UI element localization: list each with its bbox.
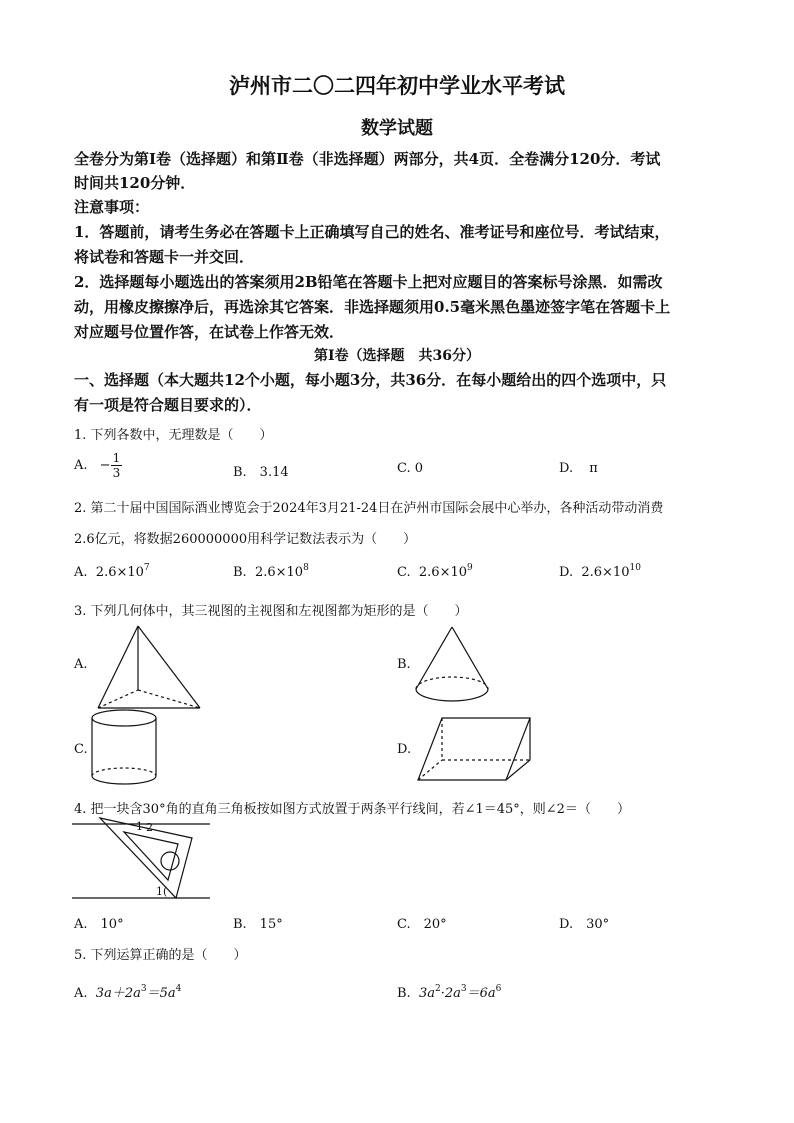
cone-edge-left (416, 627, 452, 689)
angle-label-1-top: 1 (136, 820, 143, 833)
q2-option-c (397, 565, 473, 580)
q3-option-a-label: A. (74, 657, 88, 672)
cylinder-top (92, 710, 156, 726)
q2-b-label: B. (233, 565, 247, 580)
prism-front-face (418, 718, 530, 780)
q1-a-label: A. (74, 458, 88, 473)
q1-d-label: D. (559, 461, 574, 476)
pyramid-edge-right (138, 626, 200, 708)
q3-option-c-label: C. (74, 742, 88, 757)
cone-edge-right (452, 627, 488, 689)
q2-a-base: 2.6×10 (95, 565, 144, 580)
q2-option-a (74, 565, 150, 580)
notice-2-line-3: 对应题号位置作答，在试卷上作答无效． (74, 323, 345, 341)
q2-a-exponent: 7 (143, 563, 150, 573)
angle-label-2: 2 (146, 821, 153, 834)
pyramid-edge-left (98, 626, 138, 708)
q2-c-base: 2.6×10 (418, 565, 467, 580)
q4-stem: 4. 把一块含30°角的直角三角板按如图方式放置于两条平行线间，若∠1＝45°，则∠2＝（ ） (74, 802, 630, 817)
cylinder-figure (90, 708, 158, 788)
pyramid-hidden-edge-left (98, 690, 138, 708)
q2-c-exponent: 9 (467, 563, 473, 573)
q1-stem: 1. 下列各数中，无理数是（ ） (74, 428, 273, 443)
notice-2-line-1: 2．选择题每小题选出的答案须用2B铅笔在答题卡上把对应题目的答案标号涂黑．如需改 (74, 273, 663, 291)
set-square-inner (124, 832, 178, 880)
q5-option-a (74, 982, 181, 1001)
intro-line-1: 全卷分为第Ⅰ卷（选择题）和第Ⅱ卷（非选择题）两部分，共4页．全卷满分120分．考试 (74, 150, 661, 168)
set-square-hole (161, 852, 179, 870)
q2-b-exponent: 8 (303, 563, 309, 573)
q1-d-value: π (589, 461, 598, 476)
cone-base-back (416, 677, 488, 689)
cylinder-base-front (92, 776, 156, 784)
q5-a-exp-1: 3 (140, 984, 147, 994)
q5-stem: 5. 下列运算正确的是（ ） (74, 948, 247, 963)
q5-b-exp-2: 3 (460, 984, 467, 994)
notice-1-line-2: 将试卷和答题卡一并交回． (74, 248, 255, 266)
q2-a-label: A. (74, 565, 88, 580)
part-line-2: 有一项是符合题目要求的）． (74, 396, 262, 414)
section-heading: 第Ⅰ卷（选择题 共36分） (313, 348, 481, 364)
q5-b-exp-3: 6 (495, 984, 502, 994)
part-line-1: 一、选择题（本大题共12个小题，每小题3分，共36分．在每小题给出的四个选项中，只 (74, 371, 667, 389)
q3-stem: 3. 下列几何体中，其三视图的主视图和左视图都为矩形的是（ ） (74, 604, 468, 619)
notice-2-line-2: 动，用橡皮擦擦净后，再选涂其它答案．非选择题须用0.5毫米黑色墨迹签字笔在答题卡上 (74, 298, 671, 316)
cylinder-base-back (92, 768, 156, 776)
q4-option-a: A. 10° (74, 917, 124, 932)
exam-subtitle: 数学试题 (361, 118, 433, 139)
q2-stem-line-2: 2.6亿元，将数据260000000用科学记数法表示为（ ） (74, 532, 417, 547)
q5-b-term-3: ＝6a (466, 986, 496, 1001)
notice-1-line-1: 1．答题前，请考生务必在答题卡上正确填写自己的姓名、准考证号和座位号．考试结束， (74, 223, 670, 241)
q1-a-sign: − (99, 458, 111, 473)
q5-a-term-2: ＝5a (146, 986, 176, 1001)
q1-a-denominator: 3 (112, 466, 121, 480)
q2-stem-line-1: 2. 第二十届中国国际酒业博览会于2024年3月21-24日在泸州市国际会展中心举办，各种活动带动消费 (74, 501, 664, 516)
exam-title: 泸州市二〇二四年初中学业水平考试 (229, 73, 565, 98)
q5-option-b (397, 982, 501, 1001)
q4-option-d: D. 30° (559, 917, 610, 932)
triangular-prism-figure (416, 714, 532, 784)
q5-a-exp-2: 4 (175, 984, 182, 994)
q5-a-term-1: 3a＋2a (95, 986, 141, 1001)
q2-c-label: C. (397, 565, 411, 580)
q1-option-d (559, 461, 598, 476)
q5-b-label: B. (397, 986, 411, 1001)
q2-d-label: D. (559, 565, 574, 580)
q2-option-d (559, 565, 641, 580)
q1-a-numerator: 1 (112, 451, 121, 465)
cone-figure (414, 625, 490, 703)
q5-a-label: A. (74, 986, 88, 1001)
q1-option-c: C. 0 (397, 461, 424, 476)
q2-option-b (233, 565, 309, 580)
q3-option-b-label: B. (397, 657, 411, 672)
q2-b-base: 2.6×10 (254, 565, 304, 580)
q2-d-base: 2.6×10 (581, 565, 630, 580)
q5-b-exp-1: 2 (434, 984, 441, 994)
q3-option-d-label: D. (397, 742, 412, 757)
q5-b-term-2: ·2a (440, 986, 461, 1001)
q5-b-term-1: 3a (418, 986, 435, 1001)
q4-option-b: B. 15° (233, 917, 283, 932)
intro-line-2: 时间共120分钟． (74, 174, 196, 192)
q2-d-exponent: 10 (629, 563, 641, 573)
triangular-pyramid-figure (96, 624, 204, 712)
parallel-lines-triangle-figure (72, 818, 214, 904)
cone-base-front (416, 689, 488, 701)
q1-a-fraction (111, 451, 123, 480)
q1-option-b: B. 3.14 (233, 465, 289, 480)
angle-label-1: 1( (156, 885, 168, 898)
pyramid-hidden-edge-right (138, 690, 200, 708)
notice-title: 注意事项： (74, 198, 150, 216)
q4-option-c: C. 20° (397, 917, 447, 932)
q1-option-a (74, 451, 122, 480)
